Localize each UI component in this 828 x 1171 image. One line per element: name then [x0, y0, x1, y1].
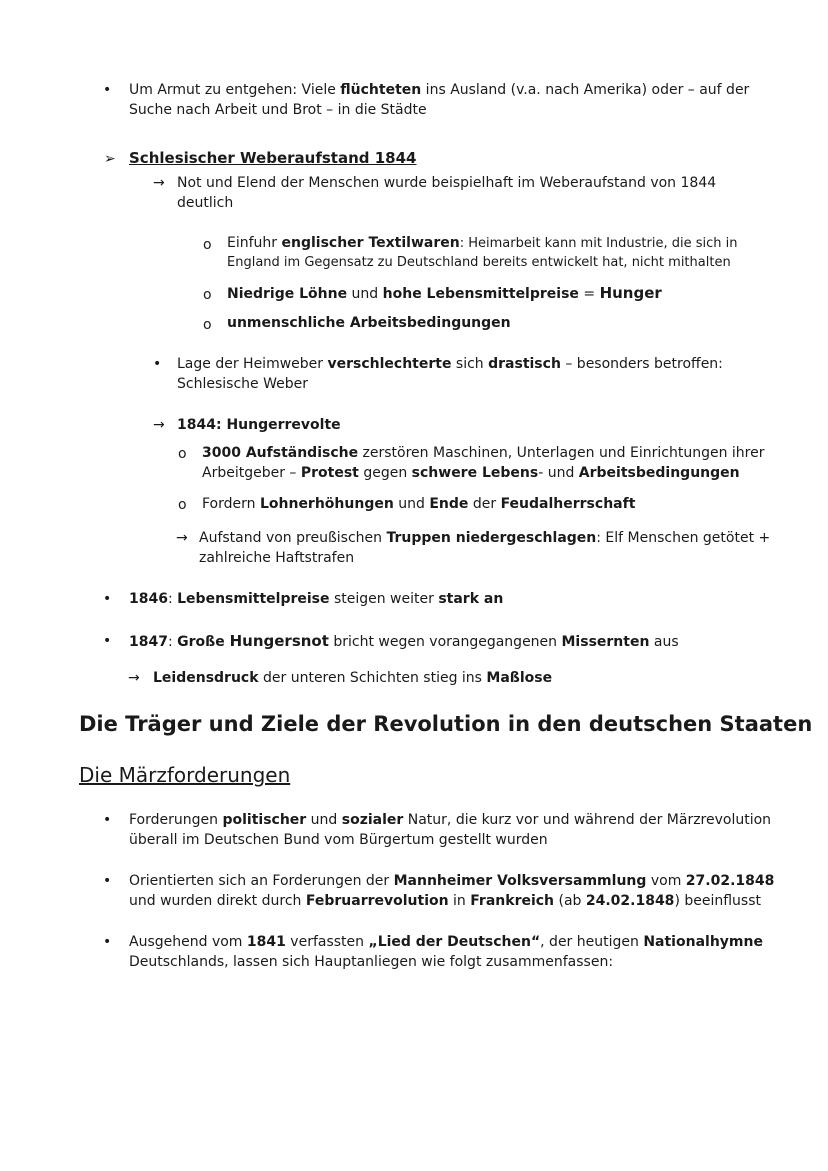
- section-heading: Die Märzforderungen: [79, 763, 291, 787]
- sub-item-conditions: unmenschliche Arbeitsbedingungen: [227, 315, 511, 331]
- circle-bullet-icon: o: [178, 497, 187, 513]
- bullet-text-1847: 1847: Große Hungersnot bricht wegen vorangegangenen Missernten aus: [129, 632, 679, 650]
- circle-bullet-icon: o: [203, 287, 212, 303]
- sub-item-textiles-cont: England im Gegensatz zu Deutschland bereits entwickelt hat, nicht mithalten: [227, 255, 731, 270]
- arrowhead-icon: ➢: [104, 151, 116, 167]
- bullet-text-poverty-cont: Suche nach Arbeit und Brot – in die Städte: [129, 102, 427, 118]
- bullet-text-anthem: Ausgehend vom 1841 verfassten „Lied der Deutschen“, der heutigen Nationalhymne: [129, 934, 763, 950]
- sub-item-insurgents: 3000 Aufständische zerstören Maschinen, Unterlagen und Einrichtungen ihrer: [202, 445, 765, 461]
- arrow-text-misery: Not und Elend der Menschen wurde beispielhaft im Weberaufstand von 1844: [177, 175, 717, 191]
- arrow-icon: →: [153, 417, 165, 433]
- arrow-text-suppressed: Aufstand von preußischen Truppen niedergeschlagen: Elf Menschen getötet +: [199, 530, 771, 546]
- bullet-text-mannheim: Orientierten sich an Forderungen der Mannheimer Volksversammlung vom 27.02.1848: [129, 873, 775, 889]
- bullet-text-homeweavers-cont: Schlesische Weber: [177, 376, 308, 392]
- bullet-icon: •: [103, 82, 112, 98]
- circle-bullet-icon: o: [203, 237, 212, 253]
- arrow-text-hunger-revolt: 1844: Hungerrevolte: [177, 417, 341, 433]
- bullet-icon: •: [103, 633, 112, 649]
- section-title: Schlesischer Weberaufstand 1844: [129, 149, 417, 167]
- bullet-icon: •: [103, 934, 112, 950]
- bullet-text-demands: Forderungen politischer und sozialer Natur, die kurz vor und während der Märzrevolution: [129, 812, 772, 828]
- bullet-text-demands-cont: überall im Deutschen Bund vom Bürgertum gestellt wurden: [129, 832, 548, 848]
- bullet-icon: •: [103, 591, 112, 607]
- bullet-icon: •: [103, 812, 112, 828]
- bullet-text-mannheim-cont: und wurden direkt durch Februarrevolution in Frankreich (ab 24.02.1848) beeinflusst: [129, 893, 761, 909]
- bullet-text-homeweavers: Lage der Heimweber verschlechterte sich drastisch – besonders betroffen:: [177, 356, 723, 372]
- sub-item-insurgents-cont: Arbeitgeber – Protest gegen schwere Lebens- und Arbeitsbedingungen: [202, 465, 740, 481]
- sub-item-wages: Niedrige Löhne und hohe Lebensmittelpreise = Hunger: [227, 284, 662, 302]
- arrow-text-misery-cont: deutlich: [177, 195, 234, 211]
- page-heading: Die Träger und Ziele der Revolution in den deutschen Staaten: [79, 712, 813, 736]
- bullet-text-anthem-cont: Deutschlands, lassen sich Hauptanliegen wie folgt zusammenfassen:: [129, 954, 614, 970]
- bullet-icon: •: [103, 873, 112, 889]
- sub-item-textiles: Einfuhr englischer Textilwaren: Heimarbeit kann mit Industrie, die sich in: [227, 235, 738, 251]
- arrow-text-suffering: Leidensdruck der unteren Schichten stieg ins Maßlose: [153, 670, 553, 686]
- bullet-text-poverty: Um Armut zu entgehen: Viele flüchteten ins Ausland (v.a. nach Amerika) oder – auf der: [129, 82, 750, 98]
- bullet-icon: •: [153, 356, 162, 372]
- arrow-icon: →: [128, 670, 140, 686]
- circle-bullet-icon: o: [178, 446, 187, 462]
- arrow-icon: →: [153, 175, 165, 191]
- circle-bullet-icon: o: [203, 317, 212, 333]
- bullet-text-1846: 1846: Lebensmittelpreise steigen weiter stark an: [129, 591, 504, 607]
- sub-item-demands: Fordern Lohnerhöhungen und Ende der Feudalherrschaft: [202, 496, 636, 512]
- arrow-text-suppressed-cont: zahlreiche Haftstrafen: [199, 550, 355, 566]
- arrow-icon: →: [176, 530, 188, 546]
